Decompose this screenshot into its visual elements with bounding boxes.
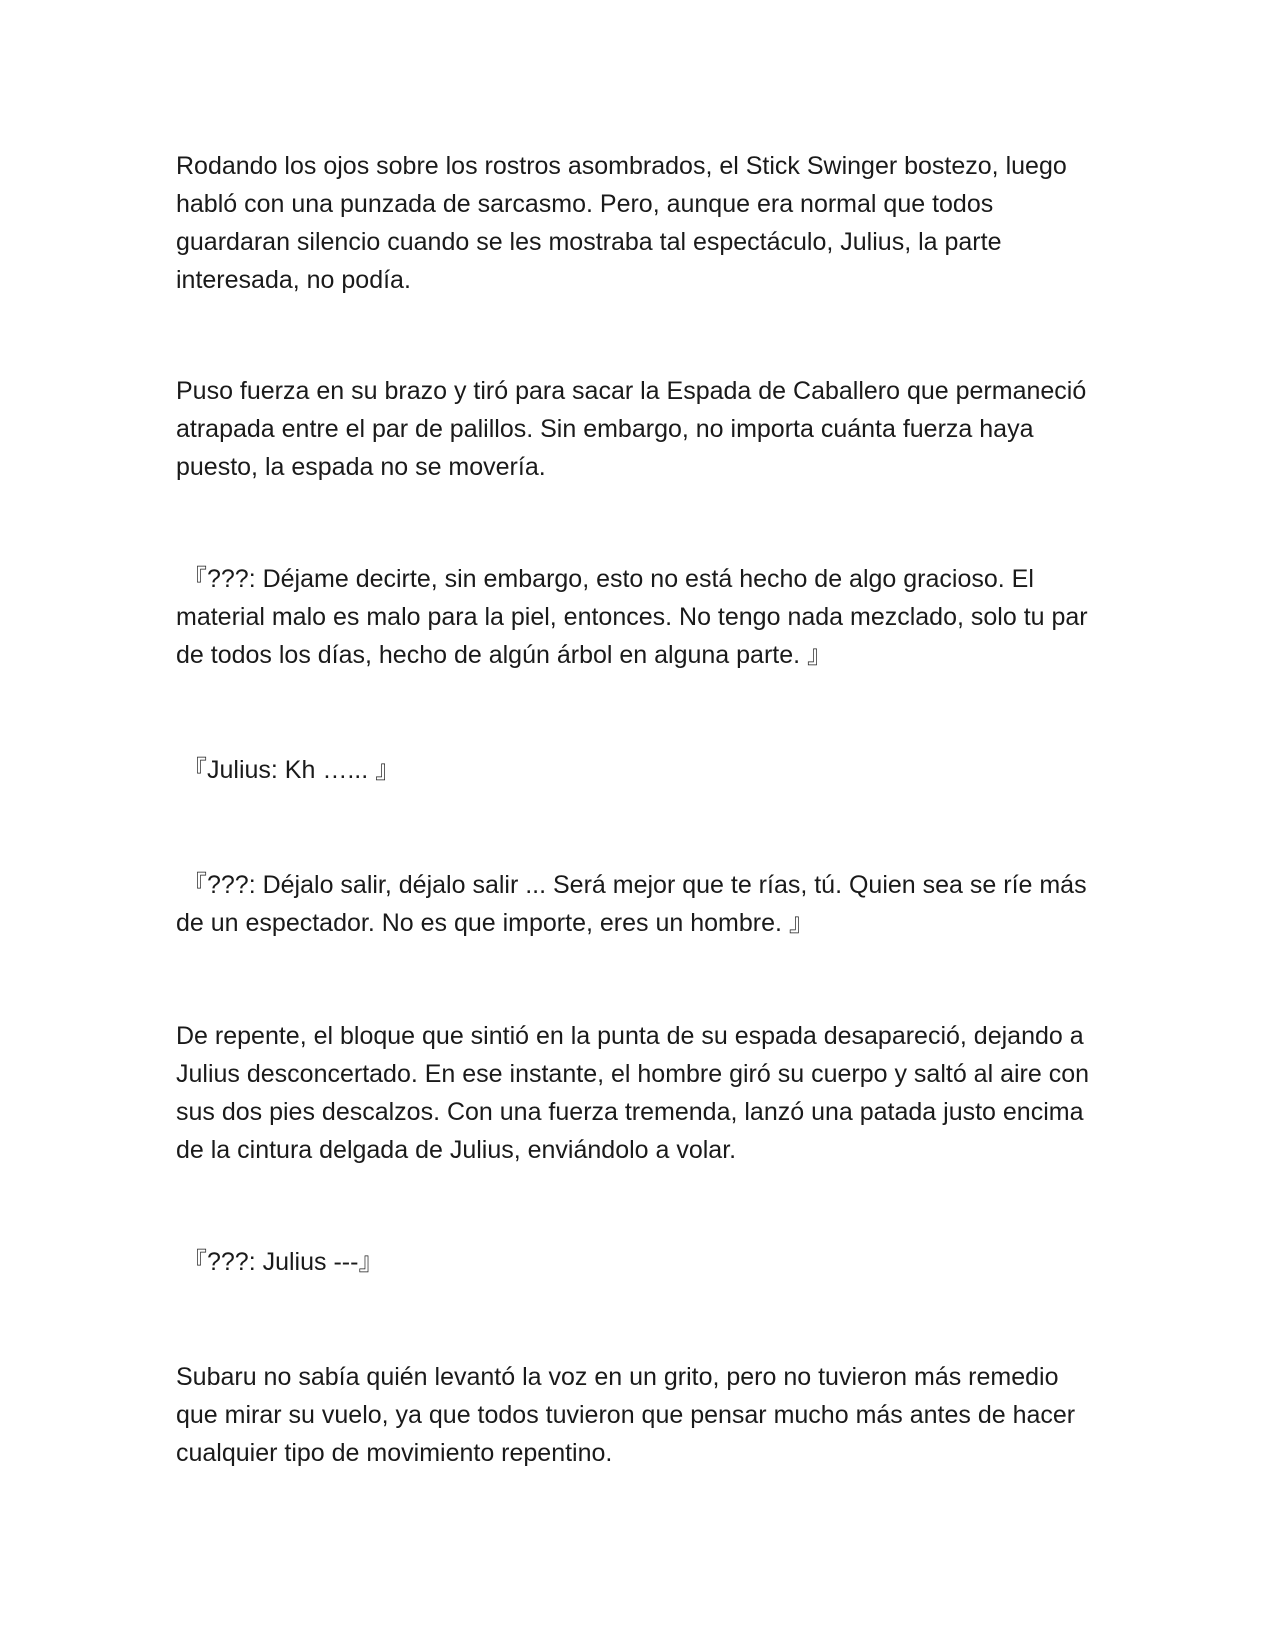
paragraph-dialogue-stranger-2: 『???: Déjalo salir, déjalo salir ... Será mejor que te rías, tú. Quien sea se ríe más de un espectador. No es que importe, eres un hombre. 』	[176, 871, 1087, 937]
paragraph-narration-3: De repente, el bloque que sintió en la punta de su espada desapareció, dejando a Julius desconcertado. En ese instante, el hombre giró su cuerpo y saltó al aire con sus dos pies descalzos. Con una fuerza tremenda, lanzó una patada justo encima de la cintura delgada de Julius, enviándolo a volar.	[176, 1022, 1090, 1164]
paragraph-dialogue-stranger-1: 『???: Déjame decirte, sin embargo, esto no está hecho de algo gracioso. El material malo es malo para la piel, entonces. No tengo nada mezclado, solo tu par de todos los días, hecho de algún árbol en alguna parte. 』	[176, 565, 1088, 669]
paragraph-dialogue-shout: 『???: Julius ---』	[182, 1248, 384, 1276]
paragraph-narration-4: Subaru no sabía quién levantó la voz en un grito, pero no tuvieron más remedio que mirar su vuelo, ya que todos tuvieron que pensar mucho más antes de hacer cualquier tipo de movimiento repentino.	[176, 1363, 1076, 1467]
paragraph-narration-1: Rodando los ojos sobre los rostros asombrados, el Stick Swinger bostezo, luego habló con una punzada de sarcasmo. Pero, aunque era normal que todos guardaran silencio cuando se les mostraba tal espectáculo, Julius, la parte interesada, no podía.	[176, 152, 1067, 294]
paragraph-dialogue-julius: 『Julius: Kh …... 』	[182, 756, 401, 784]
paragraph-narration-2: Puso fuerza en su brazo y tiró para sacar la Espada de Caballero que permaneció atrapada entre el par de palillos. Sin embargo, no importa cuánta fuerza haya puesto, la espada no se movería.	[176, 377, 1087, 481]
